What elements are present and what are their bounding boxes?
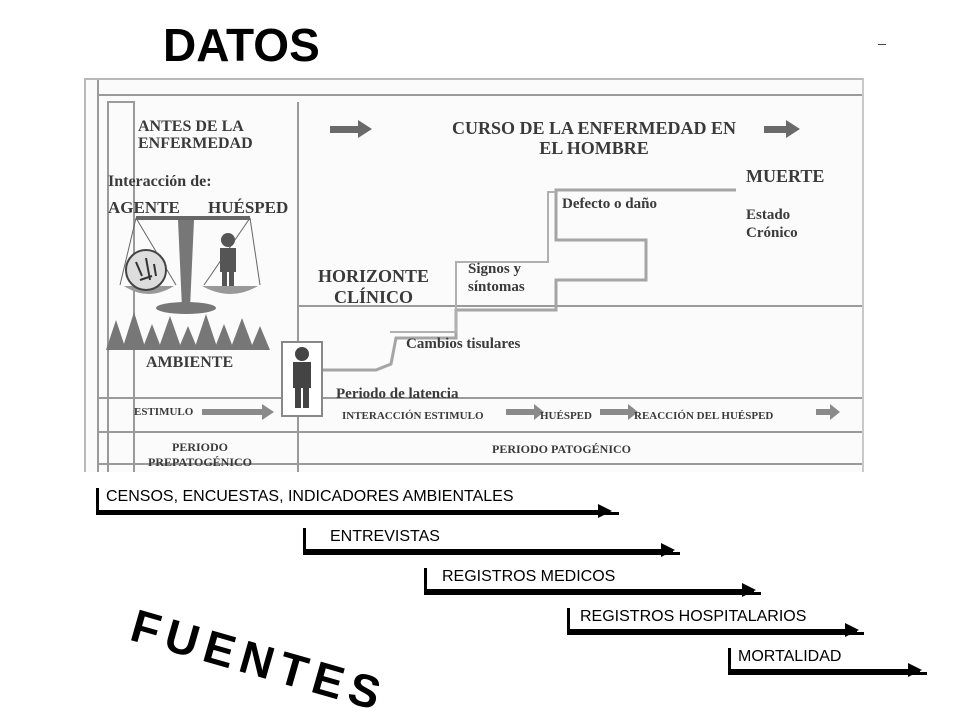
fuentes-label: FUENTES bbox=[125, 598, 394, 722]
signos-label: Signos y síntomas bbox=[468, 261, 525, 295]
source-registros-medicos: REGISTROS MEDICOS bbox=[442, 568, 616, 585]
source-arrow-mortalidad bbox=[728, 669, 920, 672]
source-entrevistas: ENTREVISTAS bbox=[330, 528, 440, 545]
source-arrow-registros-hospitalarios bbox=[567, 629, 857, 632]
decorative-dash bbox=[878, 44, 886, 45]
huesped-small-label: HUÉSPED bbox=[540, 410, 592, 422]
ambiente-label: AMBIENTE bbox=[146, 354, 234, 371]
estado-cronico-label: Estado Crónico bbox=[746, 207, 798, 241]
defecto-label: Defecto o daño bbox=[562, 196, 657, 212]
interaccion-estimulo-label: INTERACCIÓN ESTIMULO bbox=[342, 410, 484, 422]
agente-label: AGENTE bbox=[108, 198, 180, 217]
source-registros-hospitalarios: REGISTROS HOSPITALARIOS bbox=[580, 608, 807, 625]
source-arrow-registros-medicos bbox=[424, 589, 754, 592]
source-arrow-censos bbox=[96, 510, 610, 513]
huesped-label: HUÉSPED bbox=[208, 198, 289, 217]
curso-label: CURSO DE LA ENFERMEDAD EN EL HOMBRE bbox=[452, 118, 737, 158]
disease-natural-history-figure bbox=[84, 78, 864, 472]
periodo-patogenico-label: PERIODO PATOGÉNICO bbox=[492, 442, 632, 456]
horizonte-label: HORIZONTE CLÍNICO bbox=[318, 266, 430, 307]
interaccion-label: Interacción de: bbox=[108, 173, 212, 190]
reaccion-label: REACCIÓN DEL HUÉSPED bbox=[634, 410, 774, 422]
source-mortalidad: MORTALIDAD bbox=[738, 648, 842, 665]
latencia-label: Periodo de latencia bbox=[336, 386, 459, 402]
antes-label: ANTES DE LA ENFERMEDAD bbox=[138, 118, 253, 152]
page-title: DATOS bbox=[163, 19, 320, 71]
source-censos: CENSOS, ENCUESTAS, INDICADORES AMBIENTALES bbox=[106, 488, 514, 505]
periodo-prepatogenico-label: PERIODO PREPATOGÉNICO bbox=[148, 440, 253, 469]
cambios-label: Cambios tisulares bbox=[406, 336, 521, 352]
muerte-label: MUERTE bbox=[746, 166, 825, 186]
source-arrow-entrevistas bbox=[303, 549, 673, 552]
estimulo-label: ESTIMULO bbox=[134, 406, 194, 418]
